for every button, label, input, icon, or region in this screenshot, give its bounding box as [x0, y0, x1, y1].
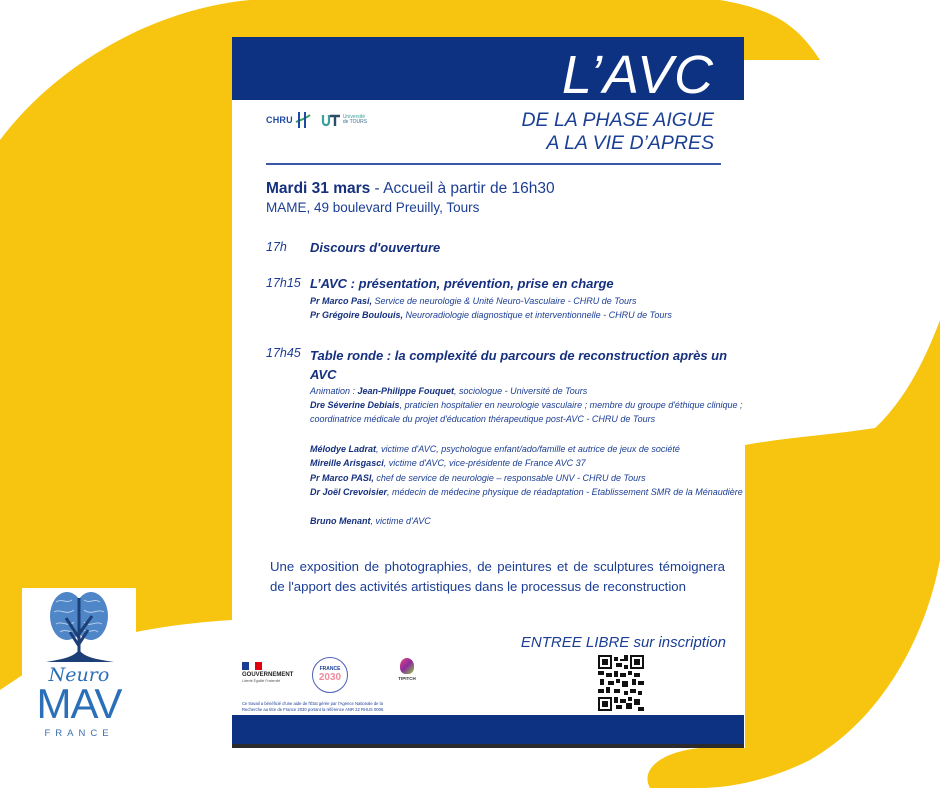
chru-h-icon: [295, 111, 311, 129]
french-flag-icon: [242, 662, 262, 670]
poster-footer-strip: [232, 744, 744, 748]
universite-tours-logo: Université de TOURS: [321, 113, 367, 127]
neuromav-france-logo: Neuro MAV FRANCE: [22, 588, 136, 756]
france-2030-logo: FRANCE 2030: [312, 657, 348, 693]
chru-logo: CHRU: [266, 111, 311, 129]
partner-logos-top: [266, 110, 367, 130]
qr-code-icon[interactable]: [598, 655, 644, 711]
event-poster: L’AVC CHRU Université de TOURS DE LA PHASE AIGUE A LA VIE D’APRES Mardi 31 mars - Accueil à partir de 16h30 MAME, 49 boulevard Preuilly, Tours 17h Discours d'ouverture 17h15 L’AVC : présentation, prévention, prise en charge Pr Marco Pasi, Service de neurologie & Unité Neuro-Vasculaire - CHRU de Tours Pr Grégoire Boulouis, Neuroradiologie diagnostique et interventionnelle - CHRU de Tours 17h45 Table ronde : la complexité du parcours de reconstruction après un AVC Animation : Jean-Philippe Fouquet, sociologue - Université de Tours Dre Séverine Debiais, praticien hospitalier en neurologie vasculaire ; membre du groupe d'éthique clinique ; coordinatrice médicale du projet d'éducation thérapeutique post-AVC - CHRU de Tours Mélodye Ladrat, victime d'AVC, psychologue enfant/ado/famille et autrice de jeux de société Mireille Arisgasci, victime d'AVC, vice-présidente de France AVC 37 Pr Marco PASI, chef de service de neurologie – responsable UNV - CHRU de Tours Dr Joël Crevoisier, médecin de médecine physique de réadaptation - Etablissement SMR de la Ménaudière Bruno Menant, victime d'AVC Une exposition de photographies, de peintures et de sculptures témoignera de l'apport des activités artistiques dans le processus de reconstruction ENTREE LIBRE sur inscription GOUVERNEMENT Liberté Égalité Fraternité FRANCE 2030 TIPITCH Ce travail a bénéficié d'une aide de l'État gérée par l'Agence Nationale de la Recherche au titre de France 2030 portant la référence ANR 22 RHUS 0006: [232, 37, 744, 748]
event-date: Mardi 31 mars - Accueil à partir de 16h30: [266, 180, 555, 197]
tipitch-head-icon: [400, 658, 414, 674]
speaker: Mélodye Ladrat, victime d'AVC, psychologue enfant/ado/famille et autrice de jeux de société: [310, 444, 680, 454]
speaker: Bruno Menant, victime d'AVC: [310, 516, 431, 526]
funding-logos: [242, 652, 462, 700]
brain-tree-icon: [22, 588, 136, 664]
speaker: Pr Grégoire Boulouis, Neuroradiologie diagnostique et interventionnelle - CHRU de Tours: [310, 310, 672, 320]
funding-notice: Ce travail a bénéficié d'une aide de l'État gérée par l'Agence Nationale de la Recherche au titre de France 2030 portant la référence ANR 22 RHUS 0006: [242, 701, 384, 712]
speaker: Dr Joël Crevoisier, médecin de médecine physique de réadaptation - Etablissement SMR de la Ménaudière: [310, 487, 743, 497]
speaker: Pr Marco PASI, chef de service de neurologie – responsable UNV - CHRU de Tours: [310, 473, 646, 483]
poster-footer-band: [232, 715, 744, 744]
poster-subtitle: DE LA PHASE AIGUE A LA VIE D’APRES: [521, 109, 714, 154]
tipitch-logo: TIPITCH: [392, 658, 422, 681]
speaker: Dre Séverine Debiais, praticien hospitalier en neurologie vasculaire ; membre du groupe d'éthique clinique ; coordinatrice médicale du projet d'éducation thérapeutique post-AVC - CHRU de Tours: [310, 400, 743, 425]
free-entry-label: ENTREE LIBRE sur inscription: [520, 634, 726, 651]
event-address: MAME, 49 boulevard Preuilly, Tours: [266, 200, 480, 215]
gouvernement-logo: GOUVERNEMENT Liberté Égalité Fraternité: [242, 662, 293, 683]
speaker: Pr Marco Pasi, Service de neurologie & Unité Neuro-Vasculaire - CHRU de Tours: [310, 296, 637, 306]
poster-title: L’AVC: [561, 45, 714, 105]
ut-icon: [321, 113, 341, 127]
speaker: Mireille Arisgasci, victime d'AVC, vice-présidente de France AVC 37: [310, 458, 586, 468]
speaker-moderator: Animation : Jean-Philippe Fouquet, sociologue - Université de Tours: [310, 386, 588, 396]
exhibition-description: Une exposition de photographies, de peintures et de sculptures témoignera de l'apport des activités artistiques dans le processus de reconstruction: [270, 559, 725, 594]
header-divider: [266, 163, 721, 165]
